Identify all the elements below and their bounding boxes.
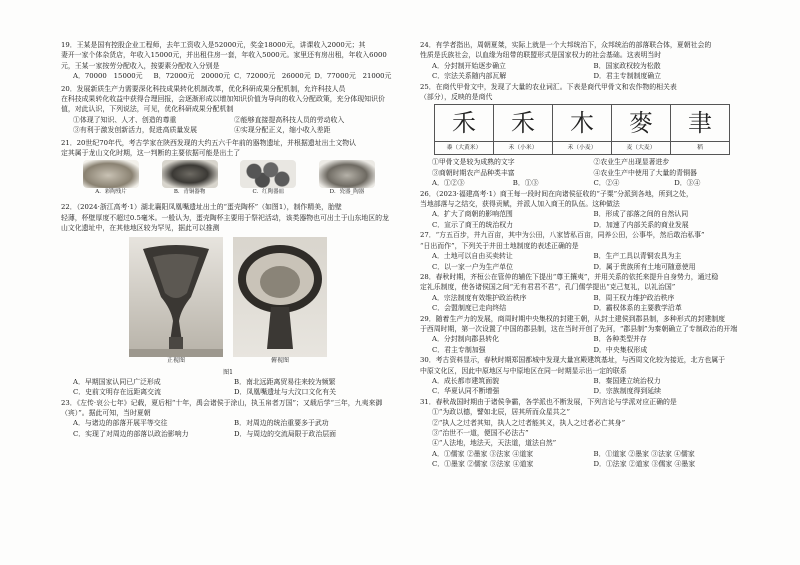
option-c: C．君主专制加强 <box>432 345 486 354</box>
statement-1: ①“为政以德，譬如北辰，居其所而众星共之” <box>432 408 570 417</box>
option-b: B．各种类型并存 <box>593 335 647 344</box>
statement-1: ①体现了知识、人才、创造的尊重 <box>73 115 177 124</box>
question-stem: “日出而作”，下列关于井田土地制度的表述正确的是 <box>420 241 579 250</box>
glyph-label: 稻 <box>671 142 730 155</box>
option-a: A．①②③ <box>432 179 465 188</box>
glyph-label: 黍（大黄米） <box>435 142 494 155</box>
option-a: A．70000 15000元 <box>73 72 143 81</box>
question-21 <box>61 138 395 203</box>
bronze-vessel-image <box>162 160 218 188</box>
question-stem: 在科技成果转化收益中获得合理回报，会逐渐形成以增加知识价值为导向的收入分配政策，充分体现知识价值，对此认识，下列说法，可见，优化科研成果分配机制 <box>61 95 385 114</box>
question-stem: 27．“方五百步，井九百亩，其中为公田，八家皆私百亩，同养公田，公事毕，然后敢治私事” <box>420 231 705 240</box>
statements <box>61 115 395 136</box>
option-a: A．分封制开始逐步确立 <box>432 61 506 70</box>
option-c: C．实现了对周边的部落以政治影响力 <box>73 429 189 438</box>
artifact-images <box>61 158 395 202</box>
question-31 <box>420 397 755 470</box>
question-stem: 性质是氏族社会，以血缘为纽带的联盟形式是国家权力的社会基础。这表明当时 <box>420 51 662 60</box>
option-d: D．凤凰嘴遗址与大汶口文化有关 <box>234 388 336 397</box>
statement-3: ③商朝时期农产品种类丰富 <box>432 168 515 177</box>
options <box>61 418 395 439</box>
option-b: B．①③ <box>512 179 539 188</box>
statement-4: ④实现分配正义，缩小收入差距 <box>234 126 331 135</box>
option-b: B．形成了部落之间的自然认同 <box>593 210 689 219</box>
top-view <box>233 237 327 369</box>
question-stem: 28．春秋时期，齐桓公在管仲的辅佐下提出“尊王攘夷”，并用关系的依托来提升自身势力，通过稳 <box>420 272 719 281</box>
question-stem: 20．发展新质生产力需要深化科技成果转化机制改革，优化科研成果分配机制，允许科技人员 <box>61 84 346 93</box>
right-column <box>420 40 755 470</box>
question-stem: （部分），反映的是商代 <box>420 93 493 102</box>
statement-4: ④农业生产中使用了大量的青铜器 <box>593 168 697 177</box>
question-20 <box>61 84 395 136</box>
question-stem: 21．20世纪70年代，考古学家在陕西发现的大约五六千年前的器物遗址，并根据遗址出土文物认 <box>61 138 357 147</box>
option-a: A．①儒家 ②墨家 ③法家 ④道家 <box>432 449 534 458</box>
option-d: D．加速了内部关系的商业发展 <box>593 220 689 229</box>
glyph-label: 麦（大麦） <box>612 142 671 155</box>
option-b: B．①道家 ②墨家 ③法家 ④儒家 <box>593 449 695 458</box>
option-a: A．与诸边的部落开展平等交往 <box>73 419 168 428</box>
statement-2: ②“执人之过者其知，执人之过者能其义，执人之过者必亡其身” <box>432 418 626 427</box>
options <box>420 178 755 188</box>
options <box>420 334 755 355</box>
option-b: B．生产工具以青铜农具为主 <box>593 252 682 261</box>
question-28 <box>420 272 755 314</box>
porcelain-image <box>319 160 375 188</box>
oracle-glyph-lai-icon: ⽊ <box>553 105 612 142</box>
options <box>420 251 755 272</box>
option-b: B．周王权力维护政治秩序 <box>593 293 675 302</box>
options <box>420 209 755 230</box>
figure-label: 图1 <box>223 368 233 376</box>
front-view-caption: 正视图 <box>166 356 185 364</box>
options <box>420 376 755 397</box>
statements <box>420 407 755 449</box>
question-stem: 当地部落与之结交，获得贡赋，并派人加入商王的队伍。这种做法 <box>420 200 620 209</box>
question-stem: 中原文化区，因此中原地区与中原地区在同一时期显示出一定的联系 <box>420 366 627 375</box>
option-a: A．早期国家认同已广泛形成 <box>73 377 161 386</box>
option-b: B．国家政权较为松散 <box>593 61 661 70</box>
question-stem: 轻薄，杯壁厚度不超过0.5毫米。一般认为，蛋壳陶杯主要用于祭祀活动，该类器物也可出土于山东地区的龙山文化遗址中，在其他地区较为罕见，据此可以推测 <box>61 213 389 233</box>
question-stem: 于西周时期，第一次设置了中国的郡县制，这在当时开创了先河，“郡县制”为秦朝确立了专制政治的开端 <box>420 324 738 333</box>
glyph-label: 禾（小麦） <box>553 142 612 155</box>
question-24 <box>420 40 755 82</box>
option-c: C．华夏认同不断增强 <box>432 387 500 396</box>
question-stem: 30．考古资料显示，春秋时期郑国都城中发现大量宫殿建筑基址，与西周文化较为接近，北方也属于 <box>420 356 726 365</box>
option-a: A．分封制向郡县转化 <box>432 335 499 344</box>
statement-1: ①甲骨文是较为成熟的文字 <box>432 158 515 167</box>
statement-4: ④“人法地，地法天，天法道，道法自然” <box>432 439 557 448</box>
artifact-a: A．彩陶残片 <box>83 160 139 202</box>
option-b: B．南北远距离贸易往来较为频繁 <box>234 377 336 386</box>
pottery-shard-image <box>83 160 139 188</box>
statement-2: ②农业生产出现显著进步 <box>593 158 670 167</box>
option-b: B．秦国建立统治权力 <box>593 376 661 385</box>
eggshell-cup-front-icon <box>129 237 223 357</box>
option-d: D．霸权体系的主要教学沿革 <box>593 304 682 313</box>
option-a: A．扩大了商朝的影响范围 <box>432 210 513 219</box>
question-22 <box>61 202 395 397</box>
pottery-bowls-image <box>240 160 296 188</box>
option-d: D．与周边的交流局限于政治层面 <box>234 429 336 438</box>
question-19 <box>61 40 395 82</box>
question-stem: 23．《左传·哀公七年》记载，夏后相“十年，禹会诸侯于涂山，执玉帛者万国”；又载后学“三年，九夷来御 <box>61 398 383 407</box>
option-d: D．①法家 ②道家 ③儒家 ④墨家 <box>593 460 696 469</box>
option-c: C．以一家一户为生产单位 <box>432 262 514 271</box>
cup-front-photo <box>129 237 223 357</box>
statement-3: ③有利于激发创新活力，促进高质量发展 <box>73 126 198 135</box>
option-d: D．属于贵族所有土地可随意使用 <box>593 262 696 271</box>
question-stem: 31．春秋战国时期由于诸侯争霸，各学派也不断发展，下列言论与学派对应正确的是 <box>420 397 677 406</box>
question-30 <box>420 355 755 397</box>
options <box>420 293 755 314</box>
question-stem: 29．随着生产力的发展，商周时期中央集权的封建王朝，从封土建侯到郡县制，多种形式的封建制度 <box>420 314 726 323</box>
cup-top-photo <box>233 237 327 357</box>
eggshell-cup-top-icon <box>233 237 327 357</box>
option-c: C．①墨家 ②儒家 ③法家 ④道家 <box>432 460 534 469</box>
option-c: C．会盟制度已走向终结 <box>432 304 507 313</box>
question-stem: （宾）”。据此可知，当时夏朝 <box>61 408 151 417</box>
option-c: C．②④ <box>593 179 620 188</box>
option-a: A．土地可以自由买卖转让 <box>432 252 513 261</box>
option-c: C．史前文明存在远距离交流 <box>73 388 161 397</box>
question-stem: 25．在商代甲骨文中，发现了大量的农业词汇。下表是商代甲骨文和农作物的相关表 <box>420 82 677 91</box>
question-25 <box>420 82 755 189</box>
question-stem: 妻开一家个体杂货店，年收入15000元，并出租住房一套，年收入5000元。家里还有房出租，年收入6000元，王某一家按劳分配收入，按要素分配收入分别是 <box>61 51 387 70</box>
question-stem: 定礼乐制度，使各诸侯国之间“无有君君不君”，孔门儒学提出“克己复礼，以礼治国” <box>420 283 676 292</box>
option-b: B．72000元 20000元 <box>153 72 230 81</box>
artifact-d: D．瓷器_陶器 <box>319 160 375 202</box>
options <box>420 61 755 82</box>
options <box>61 377 395 398</box>
glyph-label: 禾（小米） <box>494 142 553 155</box>
option-d: D．77000元 21000元 <box>314 72 392 81</box>
left-column <box>61 40 395 439</box>
front-view <box>129 237 223 369</box>
option-d: D．宗族制度得到延续 <box>593 387 662 396</box>
question-27 <box>420 230 755 272</box>
statement-3: ③“治世不一道，便国不必法古” <box>432 429 529 437</box>
question-26 <box>420 189 755 231</box>
option-a: A．成长都市建筑面貌 <box>432 376 499 385</box>
option-b: B．对周边的统治重要多于武功 <box>234 419 329 428</box>
option-a: A．宗法制度有效维护政治秩序 <box>432 293 527 302</box>
oracle-glyph-shu-icon: ⽲ <box>435 105 494 142</box>
oracle-glyph-mai-icon: ⿆ <box>612 105 671 142</box>
figure-1 <box>61 237 395 369</box>
oracle-glyph-he-icon: ⽲ <box>494 105 553 142</box>
question-stem: 22．（2024·浙江高考·1）湖北襄阳凤凰嘴遗址出土的“蛋壳陶杯”（如图1），制作精美，胎壁 <box>61 203 342 212</box>
option-c: C．72000元 26000元 <box>234 72 311 81</box>
question-23 <box>61 398 395 440</box>
option-d: D．中央集权形成 <box>593 345 648 354</box>
option-c: C．宗法关系随内部瓦解 <box>432 72 507 81</box>
oracle-glyph-dao-icon: ⾀ <box>671 105 730 142</box>
artifact-c: C．红陶器皿 <box>240 160 296 202</box>
option-c: C．宣示了商王的统治权力 <box>432 220 514 229</box>
oracle-bone-table <box>434 104 730 155</box>
options <box>420 449 755 470</box>
question-stem: 定其属于龙山文化时期，这一判断的主要依据可能是出土了 <box>61 149 241 158</box>
question-stem: 26．（2023·福建高考·1）商王每一段时间在向诸侯征收的“子粟”分派到各地，所到之处， <box>420 189 693 198</box>
question-stem: 24．有学者指出，周朝夏桀，实际上就是一个大邦统治下，众邦统治的部落联合体，夏朝社会的 <box>420 41 712 49</box>
question-29 <box>420 314 755 356</box>
option-d: D．③④ <box>674 179 701 188</box>
top-view-caption: 俯视图 <box>270 356 289 364</box>
artifact-b: B．青铜器物 <box>162 160 218 202</box>
question-stem: 19．王某是国有控股企业工程师，去年工资收入是52000元，奖金18000元，讲课收入2000元；其 <box>61 41 366 49</box>
statements <box>420 157 755 178</box>
option-d: D．君主专制制度确立 <box>593 72 662 81</box>
statement-2: ②能够直接提高科技人员的劳动收入 <box>234 115 345 124</box>
options <box>61 71 395 81</box>
